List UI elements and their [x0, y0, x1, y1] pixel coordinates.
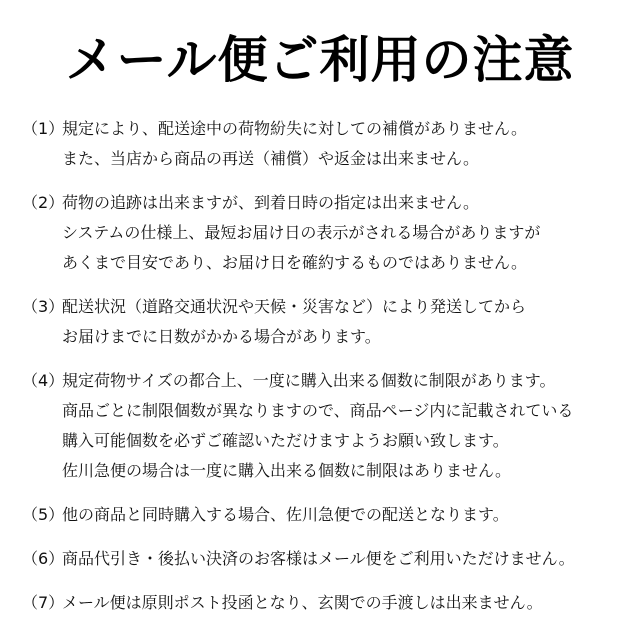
notice-line: あくまで目安であり、お届け日を確約するものではありません。	[62, 253, 527, 272]
notice-line: 他の商品と同時購入する場合、佐川急便での配送となります。	[62, 505, 509, 524]
notice-number: （4）	[22, 371, 65, 390]
notice-text	[62, 292, 628, 352]
notice-text	[62, 366, 628, 486]
notice-item-3	[22, 292, 628, 352]
notice-number: （2）	[22, 193, 65, 212]
notice-line: 規定荷物サイズの都合上、一度に購入出来る個数に制限があります。	[62, 371, 556, 390]
notice-item-1	[22, 114, 628, 174]
notice-text	[62, 500, 628, 530]
notice-item-5	[22, 500, 628, 530]
notice-line: システムの仕様上、最短お届け日の表示がされる場合がありますが	[62, 223, 541, 242]
notice-item-4	[22, 366, 628, 486]
notice-item-2	[22, 188, 628, 278]
notice-number: （3）	[22, 297, 65, 316]
notice-line: お届けまでに日数がかかる場合があります。	[62, 327, 381, 346]
notice-text	[62, 188, 628, 278]
notice-line: 規定により、配送途中の荷物紛失に対しての補償がありません。	[62, 119, 527, 138]
notice-text	[62, 544, 628, 574]
notice-text	[62, 588, 628, 618]
notice-line: 配送状況（道路交通状況や天候・災害など）により発送してから	[62, 297, 527, 316]
notice-item-7	[22, 588, 628, 618]
notice-number: （6）	[22, 549, 65, 568]
notice-line: 購入可能個数を必ずご確認いただけますようお願い致します。	[62, 431, 509, 450]
notice-item-6	[22, 544, 628, 574]
notice-line: メール便は原則ポスト投函となり、玄関での手渡しは出来ません。	[62, 593, 543, 612]
notice-line: 荷物の追跡は出来ますが、到着日時の指定は出来ません。	[62, 193, 479, 212]
page-title: メール便ご利用の注意	[65, 31, 575, 89]
notice-number: （5）	[22, 505, 65, 524]
notice-number: （1）	[22, 119, 65, 138]
notice-line: また、当店から商品の再送（補償）や返金は出来ません。	[62, 149, 479, 168]
notice-number: （7）	[22, 593, 65, 612]
notice-list	[22, 114, 628, 632]
notice-text	[62, 114, 628, 174]
notice-line: 商品代引き・後払い決済のお客様はメール便をご利用いただけません。	[62, 549, 575, 568]
notice-line: 佐川急便の場合は一度に購入出来る個数に制限はありません。	[62, 461, 511, 480]
notice-line: 商品ごとに制限個数が異なりますので、商品ページ内に記載されている	[62, 401, 574, 420]
